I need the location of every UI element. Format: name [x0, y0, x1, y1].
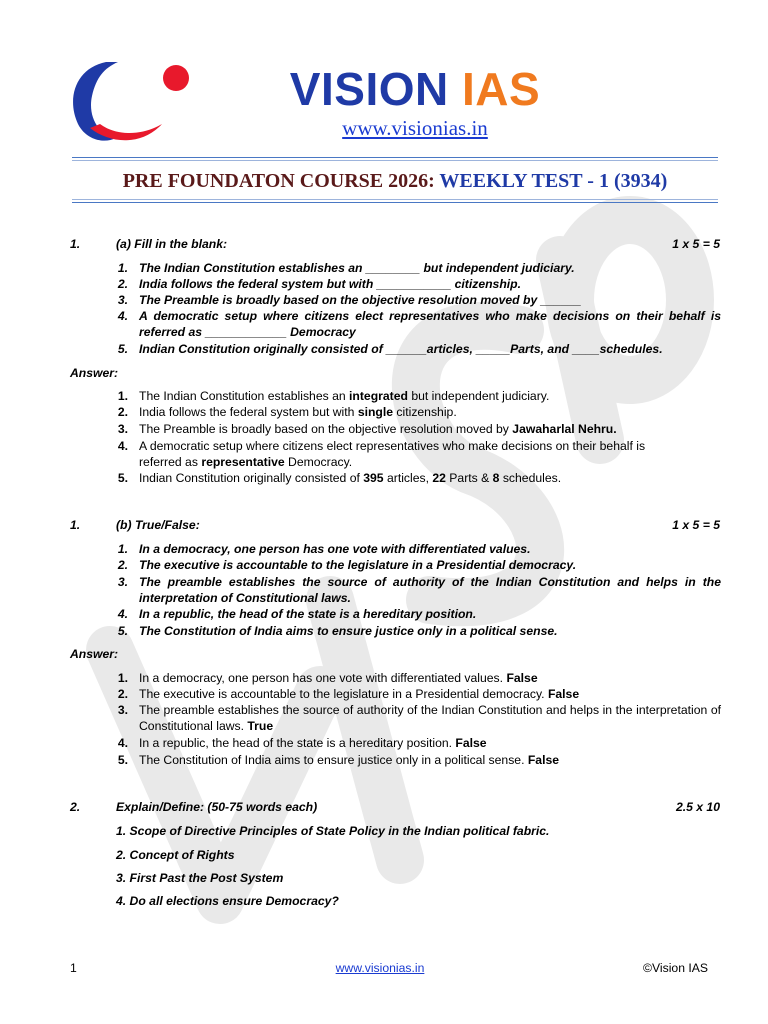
answer-number: 4. — [117, 439, 128, 453]
answer-number: 3. — [117, 422, 128, 436]
item-number: 5. — [117, 342, 128, 356]
website-link[interactable]: www.visionias.in — [342, 116, 488, 140]
answer-item: The preamble establishes the source of authority of the Indian Constitution and helps in the interpretation of Constitutional laws. True — [139, 703, 721, 733]
answer-number: 1. — [117, 671, 128, 685]
question-heading: (b) True/False: — [116, 518, 200, 532]
item-number: 2. — [117, 277, 128, 291]
answer-label: Answer: — [70, 647, 119, 661]
header-divider-bottom-thin — [72, 199, 718, 200]
footer-copyright: ©Vision IAS — [643, 961, 708, 975]
item-number: 3. — [117, 575, 128, 589]
answer-item: A democratic setup where citizens elect representatives who make decisions on their behalf is — [139, 439, 646, 453]
question-item: The Indian Constitution establishes an ________ but independent judiciary. — [139, 261, 575, 275]
item-number: 2. — [117, 558, 128, 572]
answer-number: 3. — [117, 703, 128, 717]
test-title-course: PRE FOUNDATON COURSE 2026: — [122, 170, 435, 192]
question-item: A democratic setup where citizens elect representatives who make decisions on their behalf is referred as ____________ Democracy — [139, 309, 721, 339]
answer-label: Answer: — [70, 366, 119, 380]
page-number: 1 — [70, 961, 77, 975]
header-divider-top — [72, 157, 718, 158]
question-item: The Preamble is broadly based on the objective resolution moved by ______ — [139, 293, 582, 307]
header-divider-top-thin — [72, 160, 718, 161]
question-item: In a republic, the head of the state is a hereditary position. — [139, 607, 477, 621]
question-item: 4. Do all elections ensure Democracy? — [116, 894, 339, 908]
question-item: 2. Concept of Rights — [116, 848, 235, 862]
answer-item: The Constitution of India aims to ensure justice only in a political sense. False — [139, 753, 560, 767]
question-number: 1. — [70, 237, 81, 251]
answer-number: 4. — [117, 736, 128, 750]
answer-number: 5. — [117, 471, 128, 485]
test-title — [72, 170, 718, 193]
footer-website-link[interactable]: www.visionias.in — [335, 961, 425, 975]
item-number: 3. — [117, 293, 128, 307]
brand-vision: VISION — [289, 63, 449, 115]
answer-item: The Indian Constitution establishes an integrated but independent judiciary. — [139, 389, 550, 403]
header-divider-bottom — [72, 202, 718, 203]
question-heading: (a) Fill in the blank: — [116, 237, 228, 251]
question-item: 3. First Past the Post System — [116, 871, 284, 885]
question-item: The Constitution of India aims to ensure justice only in a political sense. — [139, 624, 558, 638]
item-number: 4. — [117, 607, 128, 621]
answer-number: 1. — [117, 389, 128, 403]
answer-item: The executive is accountable to the legislature in a Presidential democracy. False — [139, 687, 580, 701]
answer-number: 2. — [117, 405, 128, 419]
question-item: Indian Constitution originally consisted of ______articles, _____Parts, and ____schedules. — [139, 342, 663, 356]
brand-title — [220, 62, 610, 116]
answer-item-continued: referred as representative Democracy. — [139, 455, 353, 469]
item-number: 5. — [117, 624, 128, 638]
vision-ias-logo-icon — [66, 58, 194, 150]
question-marks: 2.5 x 10 — [675, 800, 720, 814]
item-number: 1. — [117, 261, 128, 275]
answer-item: Indian Constitution originally consisted of 395 articles, 22 Parts & 8 schedules. — [139, 471, 562, 485]
question-marks: 1 x 5 = 5 — [672, 237, 720, 251]
question-item: 1. Scope of Directive Principles of State Policy in the Indian political fabric. — [116, 824, 550, 838]
item-number: 1. — [117, 542, 128, 556]
answer-number: 2. — [117, 687, 128, 701]
question-item: India follows the federal system but with ___________ citizenship. — [139, 277, 522, 291]
answer-item: In a republic, the head of the state is a hereditary position. False — [139, 736, 487, 750]
answer-number: 5. — [117, 753, 128, 767]
question-item: The preamble establishes the source of authority of the Indian Constitution and helps in the interpretation of Constitutional laws. — [139, 575, 721, 605]
question-marks: 1 x 5 = 5 — [672, 518, 720, 532]
brand-ias: IAS — [462, 63, 541, 115]
item-number: 4. — [117, 309, 128, 323]
question-number: 2. — [70, 800, 81, 814]
question-heading: Explain/Define: (50-75 words each) — [116, 800, 318, 814]
question-item: The executive is accountable to the legislature in a Presidential democracy. — [139, 558, 577, 572]
answer-item: India follows the federal system but with single citizenship. — [139, 405, 457, 419]
answer-item: In a democracy, one person has one vote with differentiated values. False — [139, 671, 538, 685]
test-title-weekly: WEEKLY TEST - 1 (3934) — [439, 170, 668, 192]
question-number: 1. — [70, 518, 81, 532]
answer-item: The Preamble is broadly based on the objective resolution moved by Jawaharlal Nehru. — [139, 422, 617, 436]
question-item: In a democracy, one person has one vote with differentiated values. — [139, 542, 531, 556]
